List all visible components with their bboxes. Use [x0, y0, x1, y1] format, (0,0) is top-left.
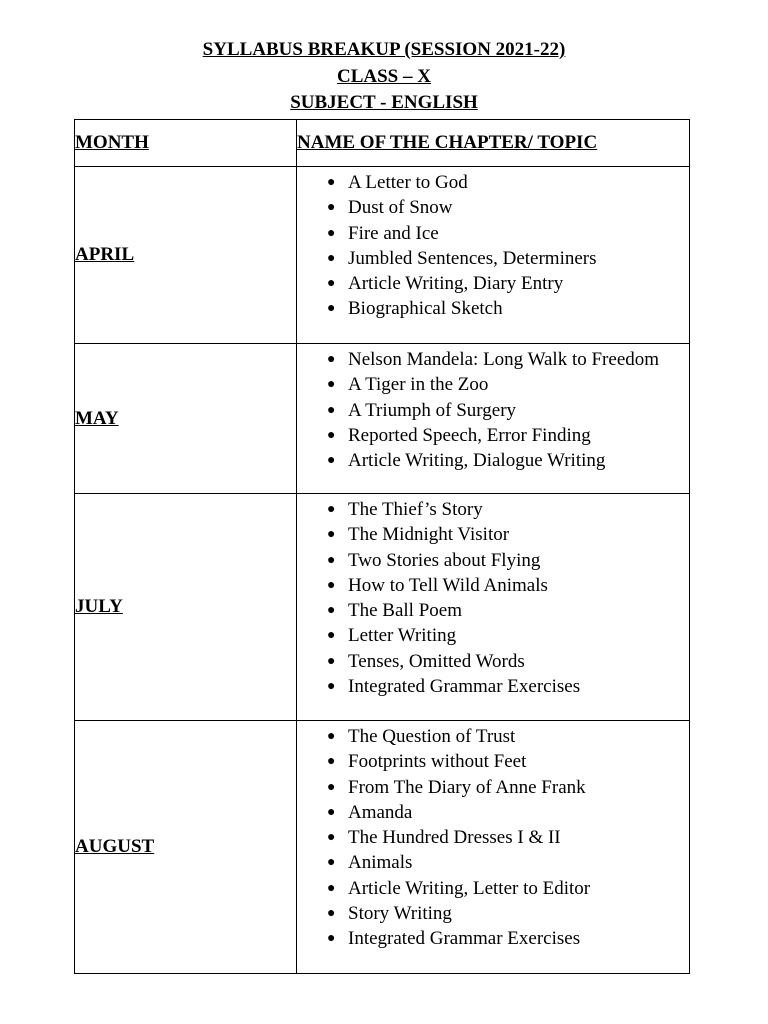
- list-item: ● Article Writing, Dialogue Writing: [297, 448, 689, 473]
- bullet-icon: ●: [327, 653, 336, 669]
- topic-list: [297, 494, 689, 699]
- document-header: [0, 37, 768, 117]
- bullet-icon: ●: [327, 628, 336, 644]
- column-header-topic: NAME OF THE CHAPTER/ TOPIC: [297, 120, 690, 167]
- topic-cell: [297, 167, 690, 344]
- month-cell: MAY: [75, 344, 297, 494]
- list-item: ● A Triumph of Surgery: [297, 398, 689, 423]
- document-title: SYLLABUS BREAKUP (SESSION 2021-22): [202, 39, 566, 60]
- list-item: ● Reported Speech, Error Finding: [297, 423, 689, 448]
- column-header-month: MONTH: [75, 120, 297, 167]
- bullet-icon: ●: [327, 301, 336, 317]
- table-row: [75, 167, 690, 344]
- bullet-icon: ●: [327, 276, 336, 292]
- table-row: [75, 494, 690, 721]
- table-header-row: [75, 120, 690, 167]
- bullet-icon: ●: [327, 552, 336, 568]
- month-cell: JULY: [75, 494, 297, 721]
- list-item: ● The Thief’s Story: [297, 497, 689, 522]
- list-item: ● Fire and Ice: [297, 221, 689, 246]
- month-cell: APRIL: [75, 167, 297, 344]
- topic-cell: [297, 344, 690, 494]
- bullet-icon: ●: [327, 729, 336, 744]
- bullet-icon: ●: [327, 200, 336, 216]
- bullet-icon: ●: [327, 175, 336, 190]
- bullet-icon: ●: [327, 603, 336, 619]
- topic-list: [297, 721, 689, 952]
- list-item: ● Two Stories about Flying: [297, 548, 689, 573]
- bullet-icon: ●: [327, 352, 336, 367]
- list-item: ● Animals: [297, 850, 689, 875]
- list-item: ● Amanda: [297, 800, 689, 825]
- bullet-icon: ●: [327, 906, 336, 922]
- bullet-icon: ●: [327, 679, 336, 695]
- list-item: ● Dust of Snow: [297, 195, 689, 220]
- topic-cell: [297, 494, 690, 721]
- list-item: ● Footprints without Feet: [297, 749, 689, 774]
- bullet-icon: ●: [327, 754, 336, 770]
- bullet-icon: ●: [327, 855, 336, 871]
- list-item: ● Integrated Grammar Exercises: [297, 674, 689, 699]
- bullet-icon: ●: [327, 402, 336, 418]
- list-item: ● From The Diary of Anne Frank: [297, 775, 689, 800]
- bullet-icon: ●: [327, 804, 336, 820]
- list-item: ● Tenses, Omitted Words: [297, 649, 689, 674]
- bullet-icon: ●: [327, 577, 336, 593]
- table-row: [75, 344, 690, 494]
- list-item: ● Article Writing, Diary Entry: [297, 271, 689, 296]
- list-item: ● The Midnight Visitor: [297, 522, 689, 547]
- list-item: ● A Letter to God: [297, 170, 689, 195]
- bullet-icon: ●: [327, 527, 336, 543]
- list-item: ● A Tiger in the Zoo: [297, 372, 689, 397]
- table-row: [75, 721, 690, 974]
- bullet-icon: ●: [327, 377, 336, 393]
- list-item: ● The Hundred Dresses I & II: [297, 825, 689, 850]
- syllabus-table: [74, 119, 690, 974]
- list-item: ● Nelson Mandela: Long Walk to Freedom: [297, 347, 689, 372]
- bullet-icon: ●: [327, 931, 336, 947]
- list-item: ● How to Tell Wild Animals: [297, 573, 689, 598]
- list-item: ● The Ball Poem: [297, 598, 689, 623]
- topic-list: [297, 344, 689, 473]
- bullet-icon: ●: [327, 880, 336, 896]
- topic-list: [297, 167, 689, 322]
- subject-label: SUBJECT - ENGLISH: [290, 92, 478, 113]
- list-item: ● Article Writing, Letter to Editor: [297, 876, 689, 901]
- bullet-icon: ●: [327, 453, 336, 469]
- list-item: ● Letter Writing: [297, 623, 689, 648]
- class-label: CLASS – X: [337, 65, 431, 87]
- bullet-icon: ●: [327, 225, 336, 241]
- bullet-icon: ●: [327, 502, 336, 517]
- bullet-icon: ●: [327, 427, 336, 443]
- bullet-icon: ●: [327, 250, 336, 266]
- list-item: ● Jumbled Sentences, Determiners: [297, 246, 689, 271]
- list-item: ● The Question of Trust: [297, 724, 689, 749]
- bullet-icon: ●: [327, 779, 336, 795]
- list-item: ● Integrated Grammar Exercises: [297, 926, 689, 951]
- month-cell: AUGUST: [75, 721, 297, 974]
- topic-cell: [297, 721, 690, 974]
- list-item: ● Biographical Sketch: [297, 296, 689, 321]
- list-item: ● Story Writing: [297, 901, 689, 926]
- bullet-icon: ●: [327, 830, 336, 846]
